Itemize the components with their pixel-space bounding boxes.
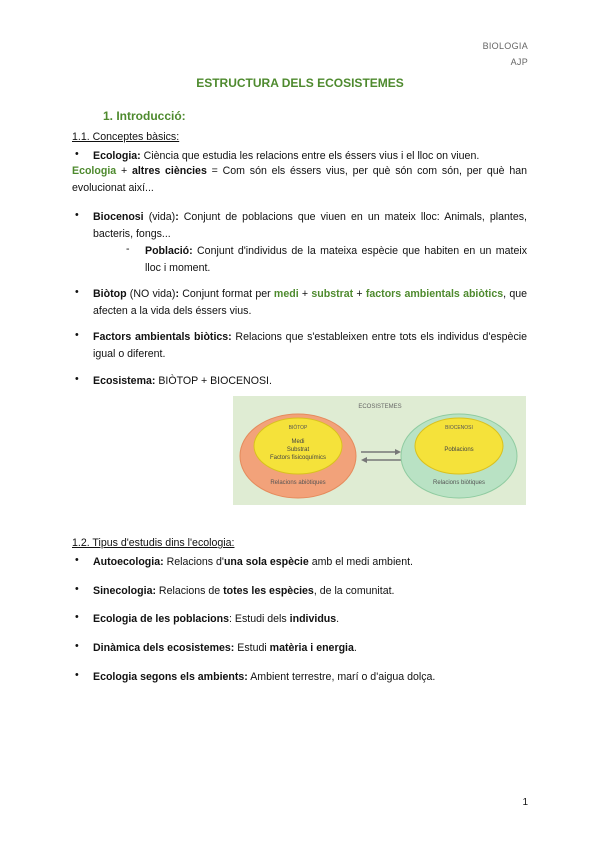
text: Estudi [234,642,270,654]
subsection-heading: 1.2. Tipus d'estudis dins l'ecologia: [72,537,235,549]
paragraph-ecologia-plus [72,163,527,197]
definition: BIÒTOP + BIOCENOSI. [155,375,272,387]
biotop-substrat: Substrat [286,447,310,453]
bullet-icon: • [75,669,79,681]
bullet-icon: • [75,611,79,623]
page-title: ESTRUCTURA DELS ECOSISTEMES [196,76,404,90]
term: Ecosistema: [93,375,156,387]
term: Ecologia: [93,150,141,162]
ecosystem-diagram [233,396,526,505]
term: Autoecologia: [93,556,164,568]
bullet-icon: • [75,286,79,298]
text-end: . [353,642,357,654]
highlight: totes les espècies [223,585,314,597]
term: Ecologia [72,165,117,177]
list-item-biotop [93,286,527,320]
text: : Estudi dels [229,613,290,625]
plus: + [353,288,366,300]
qualifier: (NO vida) [126,288,176,300]
bullet-icon: • [75,329,79,341]
term: Factors ambientals biòtics: [93,331,232,343]
bullet-icon: • [75,583,79,595]
bullet-icon: • [75,554,79,566]
bullet-icon: • [75,209,79,221]
header-initials: AJP [510,57,528,67]
diagram-title: ECOSISTEMES [358,404,402,410]
list-item-poblacio [145,243,527,277]
page-number: 1 [522,797,528,808]
header-subject: BIOLOGIA [482,41,528,51]
text-end: amb el medi ambient. [308,556,413,568]
definition: = Com són els éssers vius, per què són com són, per què han evolucionat així... [72,165,527,194]
list-item-ecosistema [93,373,527,390]
term-2: altres ciències [131,165,207,177]
section-heading: 1. Introducció: [103,109,186,123]
text: Ambient terrestre, marí o d'aigua dolça. [247,671,436,683]
bullet-icon: • [75,373,79,385]
definition: Conjunt de poblacions que viuen en un mateix lloc: Animals, plantes, bacteris, fongs... [93,211,527,240]
text-end: . [336,613,340,625]
biocenosi-poblacions: Poblacions [444,447,474,453]
term: Sinecologia: [93,585,156,597]
text: Relacions d' [163,556,224,568]
list-item-biocenosi [93,209,527,243]
term-medi: medi [273,288,299,300]
highlight: una sola espècie [223,556,309,568]
definition: Conjunt format per [179,288,274,300]
qualifier: (vida) [143,211,176,223]
term: Ecologia segons els ambients: [93,671,248,683]
colon: : [175,211,179,223]
dash-icon: - [126,243,130,255]
definition: Ciència que estudia les relacions entre els éssers vius i el lloc on viuen. [140,150,480,162]
highlight: individus [289,613,337,625]
list-item-estudi [93,611,527,628]
plus: + [298,288,312,300]
text-end: , de la comunitat. [313,585,395,597]
biotop-medi: Medi [291,439,305,445]
biotop-factors: Factors fisicoquímics [269,455,327,461]
term: Dinàmica dels ecosistemes: [93,642,235,654]
list-item-estudi [93,554,527,571]
bullet-icon: • [75,640,79,652]
term-substrat: substrat [311,288,354,300]
term: Ecologia de les poblacions [93,613,229,625]
highlight: matèria i energia [269,642,354,654]
list-item-estudi [93,669,527,686]
definition: Relacions que s'estableixen entre tots els individus d'espècie igual o diferent. [93,331,527,360]
list-item-estudi [93,640,527,657]
biotop-label: BIÒTOP [288,425,308,431]
list-item-factors-biotics [93,329,527,363]
plus: + [116,165,132,177]
biocenosi-label: BIOCENOSI [445,425,473,431]
bullet-icon: • [75,148,79,160]
definition-end: , que afecten a la vida dels éssers vius. [93,288,527,317]
subsection-heading: 1.1. Conceptes bàsics: [72,131,180,143]
term: Població: [145,245,193,257]
definition: Conjunt d'individus de la mateixa espècie que habiten en un mateix lloc i moment. [145,245,527,274]
term: Biocenosi [93,211,144,223]
term: Biòtop [93,288,127,300]
biotop-ring-label: Relacions abiòtiques [270,480,326,486]
text: Relacions de [155,585,224,597]
term-factors: factors ambientals abiòtics [365,288,504,300]
list-item-estudi [93,583,527,600]
biocenosi-ring-label: Relacions biòtiques [432,480,486,486]
colon: : [175,288,179,300]
